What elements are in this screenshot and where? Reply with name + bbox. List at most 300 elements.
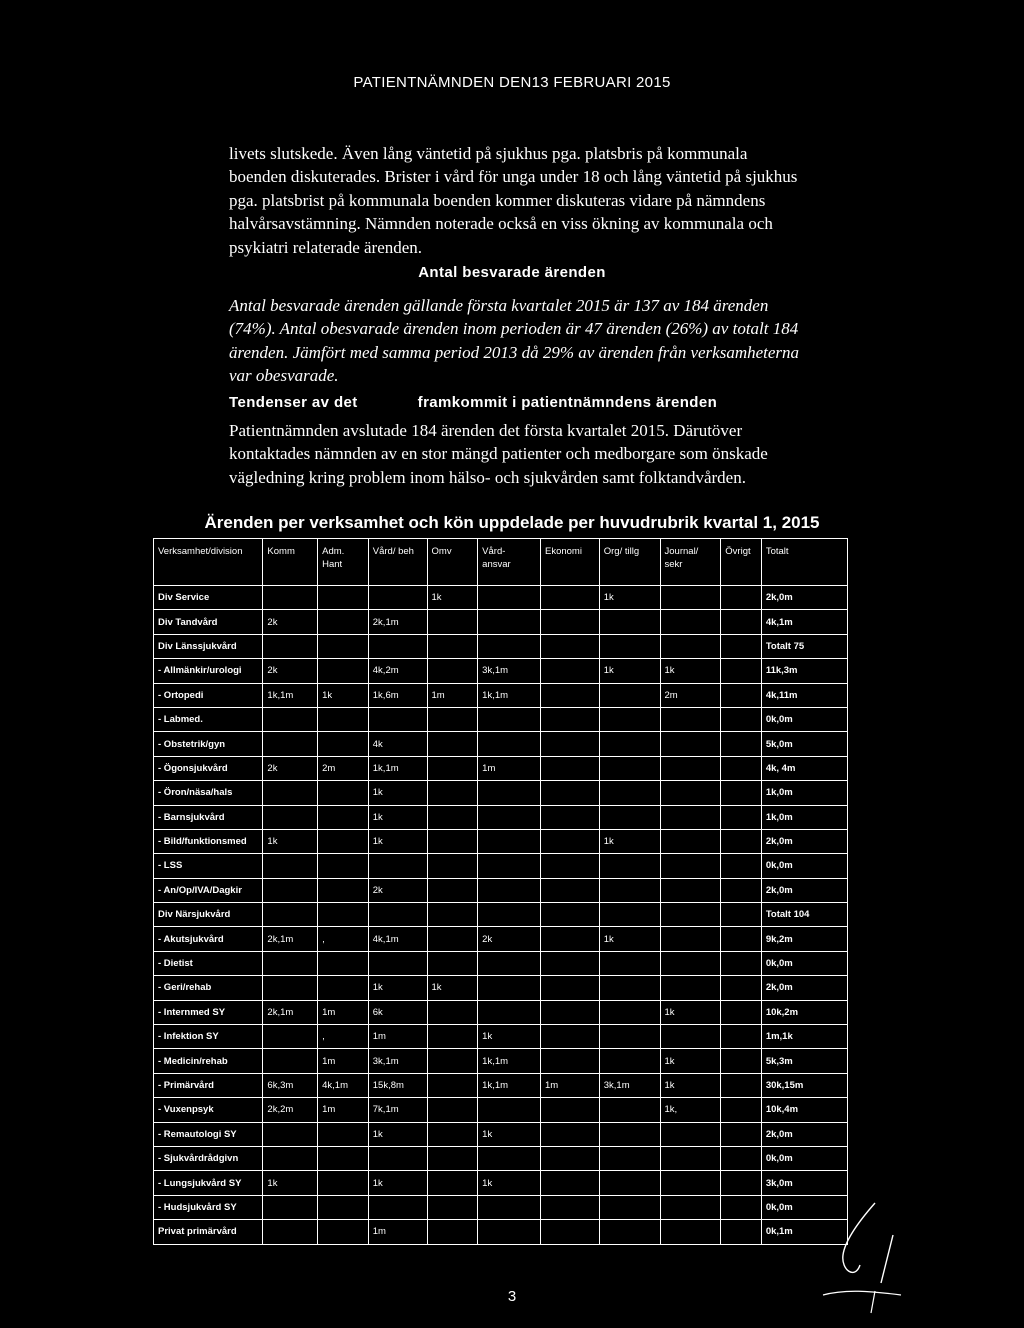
row-total: 4k,1m <box>761 610 847 634</box>
table-cell <box>263 1049 318 1073</box>
row-total: 0k,1m <box>761 1220 847 1244</box>
table-cell <box>721 634 762 658</box>
table-cell <box>721 951 762 975</box>
table-cell <box>478 781 541 805</box>
row-total: Totalt 75 <box>761 634 847 658</box>
table-cell <box>721 756 762 780</box>
row-total: 4k, 4m <box>761 756 847 780</box>
row-label: - Akutsjukvård <box>154 927 263 951</box>
table-cell <box>721 1146 762 1170</box>
table-cell <box>599 683 660 707</box>
row-label: - Ortopedi <box>154 683 263 707</box>
table-cell <box>318 805 369 829</box>
cases-table <box>153 538 848 1245</box>
table-cell <box>540 1171 599 1195</box>
table-cell: 3k,1m <box>599 1073 660 1097</box>
table-cell <box>263 1195 318 1219</box>
table-cell <box>721 927 762 951</box>
table-cell <box>721 854 762 878</box>
table-cell: 1k <box>263 1171 318 1195</box>
table-cell <box>427 878 478 902</box>
table-cell <box>599 976 660 1000</box>
table-cell <box>478 1000 541 1024</box>
table-cell <box>427 756 478 780</box>
table-cell <box>478 1220 541 1244</box>
table-cell <box>427 610 478 634</box>
table-cell <box>263 1146 318 1170</box>
table-cell <box>427 1171 478 1195</box>
table-row <box>154 903 848 927</box>
table-cell: 1m <box>318 1049 369 1073</box>
table-cell: 1k,6m <box>368 683 427 707</box>
row-label: - Lungsjukvård SY <box>154 1171 263 1195</box>
table-cell <box>427 1122 478 1146</box>
table-cell <box>478 854 541 878</box>
table-row <box>154 1195 848 1219</box>
table-row <box>154 1098 848 1122</box>
table-cell <box>263 586 318 610</box>
table-cell <box>427 1195 478 1219</box>
trends-heading-part1: Tendenser av det <box>229 394 358 411</box>
table-cell <box>427 1220 478 1244</box>
table-cell: 2k <box>478 927 541 951</box>
table-cell <box>540 683 599 707</box>
table-cell <box>660 756 721 780</box>
table-cell: 1m <box>540 1073 599 1097</box>
table-cell <box>478 951 541 975</box>
table-cell <box>540 1220 599 1244</box>
table-row <box>154 1025 848 1049</box>
table-cell <box>599 781 660 805</box>
table-cell <box>318 659 369 683</box>
table-row <box>154 659 848 683</box>
table-row <box>154 732 848 756</box>
table-cell: 2k,1m <box>263 927 318 951</box>
table-row <box>154 878 848 902</box>
table-cell <box>368 1195 427 1219</box>
table-cell: 1m <box>427 683 478 707</box>
table-cell <box>263 1025 318 1049</box>
table-row <box>154 610 848 634</box>
table-cell <box>263 976 318 1000</box>
table-cell <box>660 707 721 731</box>
page-number: 3 <box>507 1288 517 1305</box>
table-cell <box>427 927 478 951</box>
section-heading-trends <box>229 394 717 411</box>
column-header: Ekonomi <box>540 539 599 586</box>
table-cell <box>540 634 599 658</box>
table-cell: 1k <box>427 976 478 1000</box>
table-cell: 1k <box>660 1000 721 1024</box>
table-cell: 6k,3m <box>263 1073 318 1097</box>
section-heading-answered: Antal besvarade ärenden <box>418 264 606 281</box>
table-cell <box>721 1025 762 1049</box>
row-total: 2k,0m <box>761 829 847 853</box>
table-cell <box>318 732 369 756</box>
table-cell: 2k <box>263 610 318 634</box>
table-cell <box>599 878 660 902</box>
table-cell <box>660 586 721 610</box>
table-cell <box>263 1220 318 1244</box>
row-total: 1m,1k <box>761 1025 847 1049</box>
table-cell <box>599 1025 660 1049</box>
table-cell <box>478 805 541 829</box>
table-row <box>154 927 848 951</box>
table-cell <box>660 951 721 975</box>
table-cell <box>540 1025 599 1049</box>
column-header: Adm. Hant <box>318 539 369 586</box>
table-cell: 2m <box>660 683 721 707</box>
row-total: 10k,2m <box>761 1000 847 1024</box>
trends-paragraph: Patientnämnden avslutade 184 ärenden det första kvartalet 2015. Därutöver kontaktades nämnden av en stor mängd patienter och medborgare som önskade vägledning kring problem inom hälso- och sjukvården samt folktandvården. <box>229 421 768 487</box>
table-row <box>154 854 848 878</box>
table-cell <box>660 1122 721 1146</box>
table-cell <box>427 781 478 805</box>
table-cell <box>478 878 541 902</box>
table-cell <box>478 903 541 927</box>
table-cell <box>540 951 599 975</box>
table-cell <box>540 1146 599 1170</box>
table-cell: 1k <box>478 1171 541 1195</box>
table-cell <box>540 1195 599 1219</box>
row-label: - Dietist <box>154 951 263 975</box>
table-cell <box>263 732 318 756</box>
table-cell <box>599 1000 660 1024</box>
table-cell: 1k <box>368 976 427 1000</box>
trends-heading-part2: framkommit i patientnämndens ärenden <box>417 394 718 411</box>
table-row <box>154 781 848 805</box>
table-cell <box>318 707 369 731</box>
table-header-row <box>154 539 848 586</box>
row-label: Div Service <box>154 586 263 610</box>
table-cell <box>599 1146 660 1170</box>
row-label: - Vuxenpsyk <box>154 1098 263 1122</box>
table-cell: 1m <box>478 756 541 780</box>
table-cell <box>599 1220 660 1244</box>
row-label: - Ögonsjukvård <box>154 756 263 780</box>
table-cell <box>660 781 721 805</box>
table-cell: 2k,2m <box>263 1098 318 1122</box>
row-label: - LSS <box>154 854 263 878</box>
table-cell <box>721 878 762 902</box>
row-label: - Geri/rehab <box>154 976 263 1000</box>
table-cell <box>599 732 660 756</box>
table-cell <box>660 1195 721 1219</box>
table-row <box>154 1000 848 1024</box>
row-label: Privat primärvård <box>154 1220 263 1244</box>
table-cell <box>540 659 599 683</box>
table-cell <box>540 781 599 805</box>
table-cell <box>263 854 318 878</box>
table-cell <box>599 707 660 731</box>
table-cell <box>263 903 318 927</box>
table-cell: 1m <box>318 1000 369 1024</box>
table-cell <box>478 1195 541 1219</box>
column-header: Övrigt <box>721 539 762 586</box>
table-body <box>154 586 848 1245</box>
table-cell: 1k <box>660 1049 721 1073</box>
table-cell <box>318 903 369 927</box>
table-cell: 1k <box>478 1025 541 1049</box>
table-cell <box>318 829 369 853</box>
row-label: - Barnsjukvård <box>154 805 263 829</box>
row-label: - Bild/funktionsmed <box>154 829 263 853</box>
table-row <box>154 951 848 975</box>
table-cell <box>660 610 721 634</box>
row-total: 5k,3m <box>761 1049 847 1073</box>
row-label: Div Länssjukvård <box>154 634 263 658</box>
table-cell <box>478 634 541 658</box>
row-total: 0k,0m <box>761 707 847 731</box>
table-cell: 1k <box>263 829 318 853</box>
handwritten-signature <box>815 1195 905 1315</box>
row-total: 2k,0m <box>761 976 847 1000</box>
table-cell: 1k,1m <box>478 1073 541 1097</box>
table-cell: 2m <box>318 756 369 780</box>
column-header: Org/ tillg <box>599 539 660 586</box>
table-cell <box>478 1098 541 1122</box>
table-cell: 4k,1m <box>318 1073 369 1097</box>
table-cell: 1k,1m <box>478 683 541 707</box>
table-cell <box>263 781 318 805</box>
table-cell <box>721 1098 762 1122</box>
table-row <box>154 1171 848 1195</box>
table-cell: , <box>318 1025 369 1049</box>
row-total: 11k,3m <box>761 659 847 683</box>
table-cell: 1k <box>368 1122 427 1146</box>
table-cell <box>660 878 721 902</box>
table-cell <box>540 586 599 610</box>
table-cell <box>318 634 369 658</box>
table-cell <box>368 586 427 610</box>
table-cell: 2k,1m <box>368 610 427 634</box>
table-title: Ärenden per verksamhet och kön uppdelade per huvudrubrik kvartal 1, 2015 <box>204 513 820 532</box>
table-cell: 1k,1m <box>368 756 427 780</box>
table-cell: 7k,1m <box>368 1098 427 1122</box>
table-cell <box>660 1220 721 1244</box>
table-cell <box>318 976 369 1000</box>
table-cell: 1k <box>478 1122 541 1146</box>
table-cell <box>318 1122 369 1146</box>
table-cell: 1k,1m <box>263 683 318 707</box>
table-cell <box>427 1000 478 1024</box>
table-cell <box>427 732 478 756</box>
table-cell: 4k,2m <box>368 659 427 683</box>
row-label: - Öron/näsa/hals <box>154 781 263 805</box>
table-cell <box>318 610 369 634</box>
table-cell <box>427 659 478 683</box>
table-cell <box>660 1025 721 1049</box>
row-label: Div Närsjukvård <box>154 903 263 927</box>
column-header: Komm <box>263 539 318 586</box>
table-cell: 1k <box>318 683 369 707</box>
table-cell <box>721 586 762 610</box>
table-cell: 1k <box>368 781 427 805</box>
table-cell <box>427 829 478 853</box>
table-cell: 2k <box>368 878 427 902</box>
table-cell: , <box>318 927 369 951</box>
table-cell <box>721 829 762 853</box>
table-cell <box>368 854 427 878</box>
table-row <box>154 756 848 780</box>
row-total: 2k,0m <box>761 586 847 610</box>
table-cell: 1k <box>599 927 660 951</box>
page-header: PATIENTNÄMNDEN DEN13 FEBRUARI 2015 <box>353 74 671 91</box>
table-cell <box>721 683 762 707</box>
table-cell <box>599 1171 660 1195</box>
table-cell <box>427 1098 478 1122</box>
table-cell: 4k,1m <box>368 927 427 951</box>
answered-paragraph: Antal besvarade ärenden gällande första kvartalet 2015 är 137 av 184 ärenden (74%). Antal obesvarade ärenden inom perioden är 47 ärenden (26%) av totalt 184 ärenden. Jämfört med samma period 2013 då 29% av ärenden från verksamheterna var obesvarade. <box>229 296 800 386</box>
table-cell <box>660 976 721 1000</box>
table-cell <box>263 878 318 902</box>
row-label: - Allmänkir/urologi <box>154 659 263 683</box>
table-cell <box>540 1000 599 1024</box>
table-row <box>154 1049 848 1073</box>
row-total: 1k,0m <box>761 805 847 829</box>
table-cell <box>599 634 660 658</box>
table-cell: 1k <box>599 586 660 610</box>
table-cell: 2k,1m <box>263 1000 318 1024</box>
table-cell <box>318 1220 369 1244</box>
table-cell <box>721 1000 762 1024</box>
table-cell <box>599 1098 660 1122</box>
intro-paragraph: livets slutskede. Även lång väntetid på sjukhus pga. platsbris på kommunala boenden diskuterades. Brister i vård för unga under 18 och lång väntetid på sjukhus pga. platsbrist på kommunala boenden kommer diskuteras vidare på nämndens halvårsavstämning. Nämnden noterade också en viss ökning av kommunala och psykiatri relaterade ärenden. <box>229 144 798 257</box>
table-cell <box>263 805 318 829</box>
table-cell <box>540 707 599 731</box>
row-total: 30k,15m <box>761 1073 847 1097</box>
table-cell <box>540 903 599 927</box>
table-cell <box>660 903 721 927</box>
table-cell: 6k <box>368 1000 427 1024</box>
table-cell <box>599 610 660 634</box>
table-cell <box>427 1146 478 1170</box>
row-label: - Infektion SY <box>154 1025 263 1049</box>
table-cell <box>427 1025 478 1049</box>
table-cell <box>540 829 599 853</box>
table-cell <box>660 1171 721 1195</box>
table-row <box>154 805 848 829</box>
row-total: 5k,0m <box>761 732 847 756</box>
row-total: 9k,2m <box>761 927 847 951</box>
table-cell <box>427 854 478 878</box>
table-cell <box>263 1122 318 1146</box>
row-total: 1k,0m <box>761 781 847 805</box>
table-cell <box>318 854 369 878</box>
table-cell <box>540 854 599 878</box>
row-label: - Primärvård <box>154 1073 263 1097</box>
row-total: 2k,0m <box>761 1122 847 1146</box>
row-label: - Hudsjukvård SY <box>154 1195 263 1219</box>
row-total: 0k,0m <box>761 1195 847 1219</box>
table-cell: 3k,1m <box>478 659 541 683</box>
table-cell <box>478 732 541 756</box>
row-label: - Remautologi SY <box>154 1122 263 1146</box>
table-cell: 3k,1m <box>368 1049 427 1073</box>
table-cell: 1k <box>368 829 427 853</box>
table-cell <box>427 1073 478 1097</box>
table-cell <box>660 829 721 853</box>
row-total: 10k,4m <box>761 1098 847 1122</box>
row-total: 3k,0m <box>761 1171 847 1195</box>
row-total: 0k,0m <box>761 1146 847 1170</box>
table-cell <box>599 1122 660 1146</box>
row-label: - Sjukvårdrådgivn <box>154 1146 263 1170</box>
table-cell <box>263 634 318 658</box>
table-cell <box>427 951 478 975</box>
table-cell <box>721 659 762 683</box>
row-label: - Internmed SY <box>154 1000 263 1024</box>
table-cell: 15k,8m <box>368 1073 427 1097</box>
table-cell <box>599 805 660 829</box>
table-cell: 1k <box>599 829 660 853</box>
table-cell <box>478 586 541 610</box>
table-cell <box>660 1146 721 1170</box>
row-total: 0k,0m <box>761 854 847 878</box>
table-cell <box>660 805 721 829</box>
table-cell <box>721 903 762 927</box>
row-label: Div Tandvård <box>154 610 263 634</box>
table-cell <box>427 707 478 731</box>
table-cell <box>427 805 478 829</box>
table-cell <box>599 951 660 975</box>
row-total: 2k,0m <box>761 878 847 902</box>
table-cell <box>721 805 762 829</box>
table-cell <box>368 951 427 975</box>
table-cell: 2k <box>263 756 318 780</box>
table-row <box>154 829 848 853</box>
table-cell <box>368 1146 427 1170</box>
table-cell: 1k, <box>660 1098 721 1122</box>
table-cell: 2k <box>263 659 318 683</box>
table-cell <box>427 1049 478 1073</box>
table-cell <box>540 1098 599 1122</box>
table-row <box>154 1220 848 1244</box>
table-row <box>154 683 848 707</box>
column-header: Vård/ beh <box>368 539 427 586</box>
table-cell: 1k <box>368 805 427 829</box>
table-cell <box>540 927 599 951</box>
table-cell: 1k <box>660 659 721 683</box>
column-header: Journal/ sekr <box>660 539 721 586</box>
table-row <box>154 634 848 658</box>
table-cell <box>540 610 599 634</box>
column-header: Omv <box>427 539 478 586</box>
table-cell <box>318 878 369 902</box>
table-cell <box>721 1049 762 1073</box>
table-cell <box>660 927 721 951</box>
table-cell <box>599 903 660 927</box>
table-cell: 1m <box>318 1098 369 1122</box>
table-cell <box>540 756 599 780</box>
column-header: Totalt <box>761 539 847 586</box>
row-total: Totalt 104 <box>761 903 847 927</box>
table-cell <box>721 610 762 634</box>
table-cell <box>721 707 762 731</box>
table-cell <box>721 1195 762 1219</box>
table-cell <box>478 1146 541 1170</box>
table-cell <box>660 854 721 878</box>
table-cell <box>540 732 599 756</box>
table-cell <box>263 951 318 975</box>
table-row <box>154 1073 848 1097</box>
table-cell <box>478 976 541 1000</box>
row-label: - Medicin/rehab <box>154 1049 263 1073</box>
table-cell <box>540 878 599 902</box>
table-cell <box>721 976 762 1000</box>
table-cell <box>540 1122 599 1146</box>
table-cell <box>660 634 721 658</box>
